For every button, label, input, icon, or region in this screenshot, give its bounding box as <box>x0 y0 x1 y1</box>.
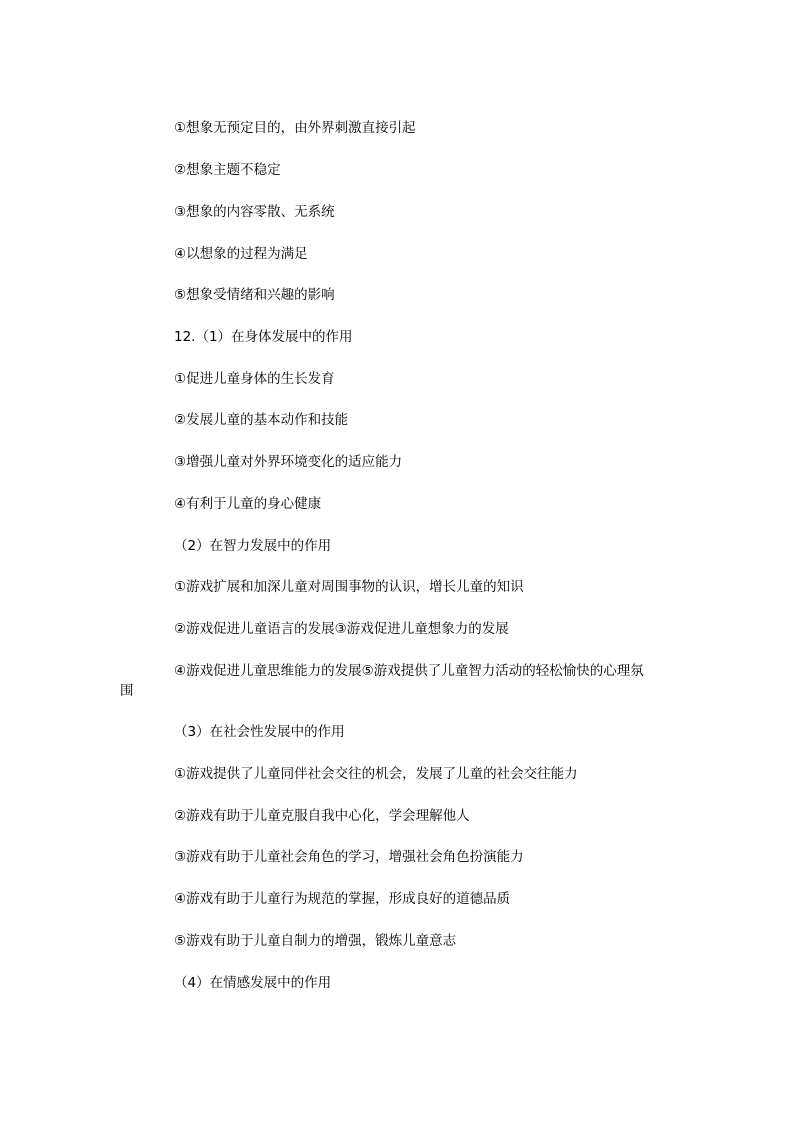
text-line: ⑤游戏有助于儿童自制力的增强，锻炼儿童意志 <box>174 933 457 949</box>
text-line: ④游戏有助于儿童行为规范的掌握，形成良好的道德品质 <box>174 891 511 907</box>
text-line-continuation: 围 <box>120 683 134 699</box>
section-heading: （2）在智力发展中的作用 <box>174 538 332 554</box>
section-heading: 12.（1）在身体发展中的作用 <box>174 329 353 345</box>
text-line: ②发展儿童的基本动作和技能 <box>174 412 349 428</box>
section-heading: （3）在社会性发展中的作用 <box>174 724 345 740</box>
text-line: ②想象主题不稳定 <box>174 162 281 178</box>
text-line: ⑤想象受情绪和兴趣的影响 <box>174 287 335 303</box>
text-line: ③想象的内容零散、无系统 <box>174 204 335 220</box>
text-line: ④游戏促进儿童思维能力的发展⑤游戏提供了儿童智力活动的轻松愉快的心理氛 <box>174 663 644 679</box>
text-line: ②游戏促进儿童语言的发展③游戏促进儿童想象力的发展 <box>174 621 509 637</box>
text-line: ②游戏有助于儿童克服自我中心化，学会理解他人 <box>174 808 470 824</box>
text-line: ③增强儿童对外界环境变化的适应能力 <box>174 454 403 470</box>
text-line: ①促进儿童身体的生长发育 <box>174 371 335 387</box>
text-line: ④以想象的过程为满足 <box>174 246 308 262</box>
text-line: ①想象无预定目的，由外界刺激直接引起 <box>174 120 416 136</box>
text-line: ③游戏有助于儿童社会角色的学习，增强社会角色扮演能力 <box>174 849 524 865</box>
text-line: ④有利于儿童的身心健康 <box>174 496 322 512</box>
text-line: ①游戏扩展和加深儿童对周围事物的认识，增长儿童的知识 <box>174 579 524 595</box>
section-heading: （4）在情感发展中的作用 <box>174 975 332 991</box>
text-line: ①游戏提供了儿童同伴社会交往的机会，发展了儿童的社会交往能力 <box>174 766 578 782</box>
